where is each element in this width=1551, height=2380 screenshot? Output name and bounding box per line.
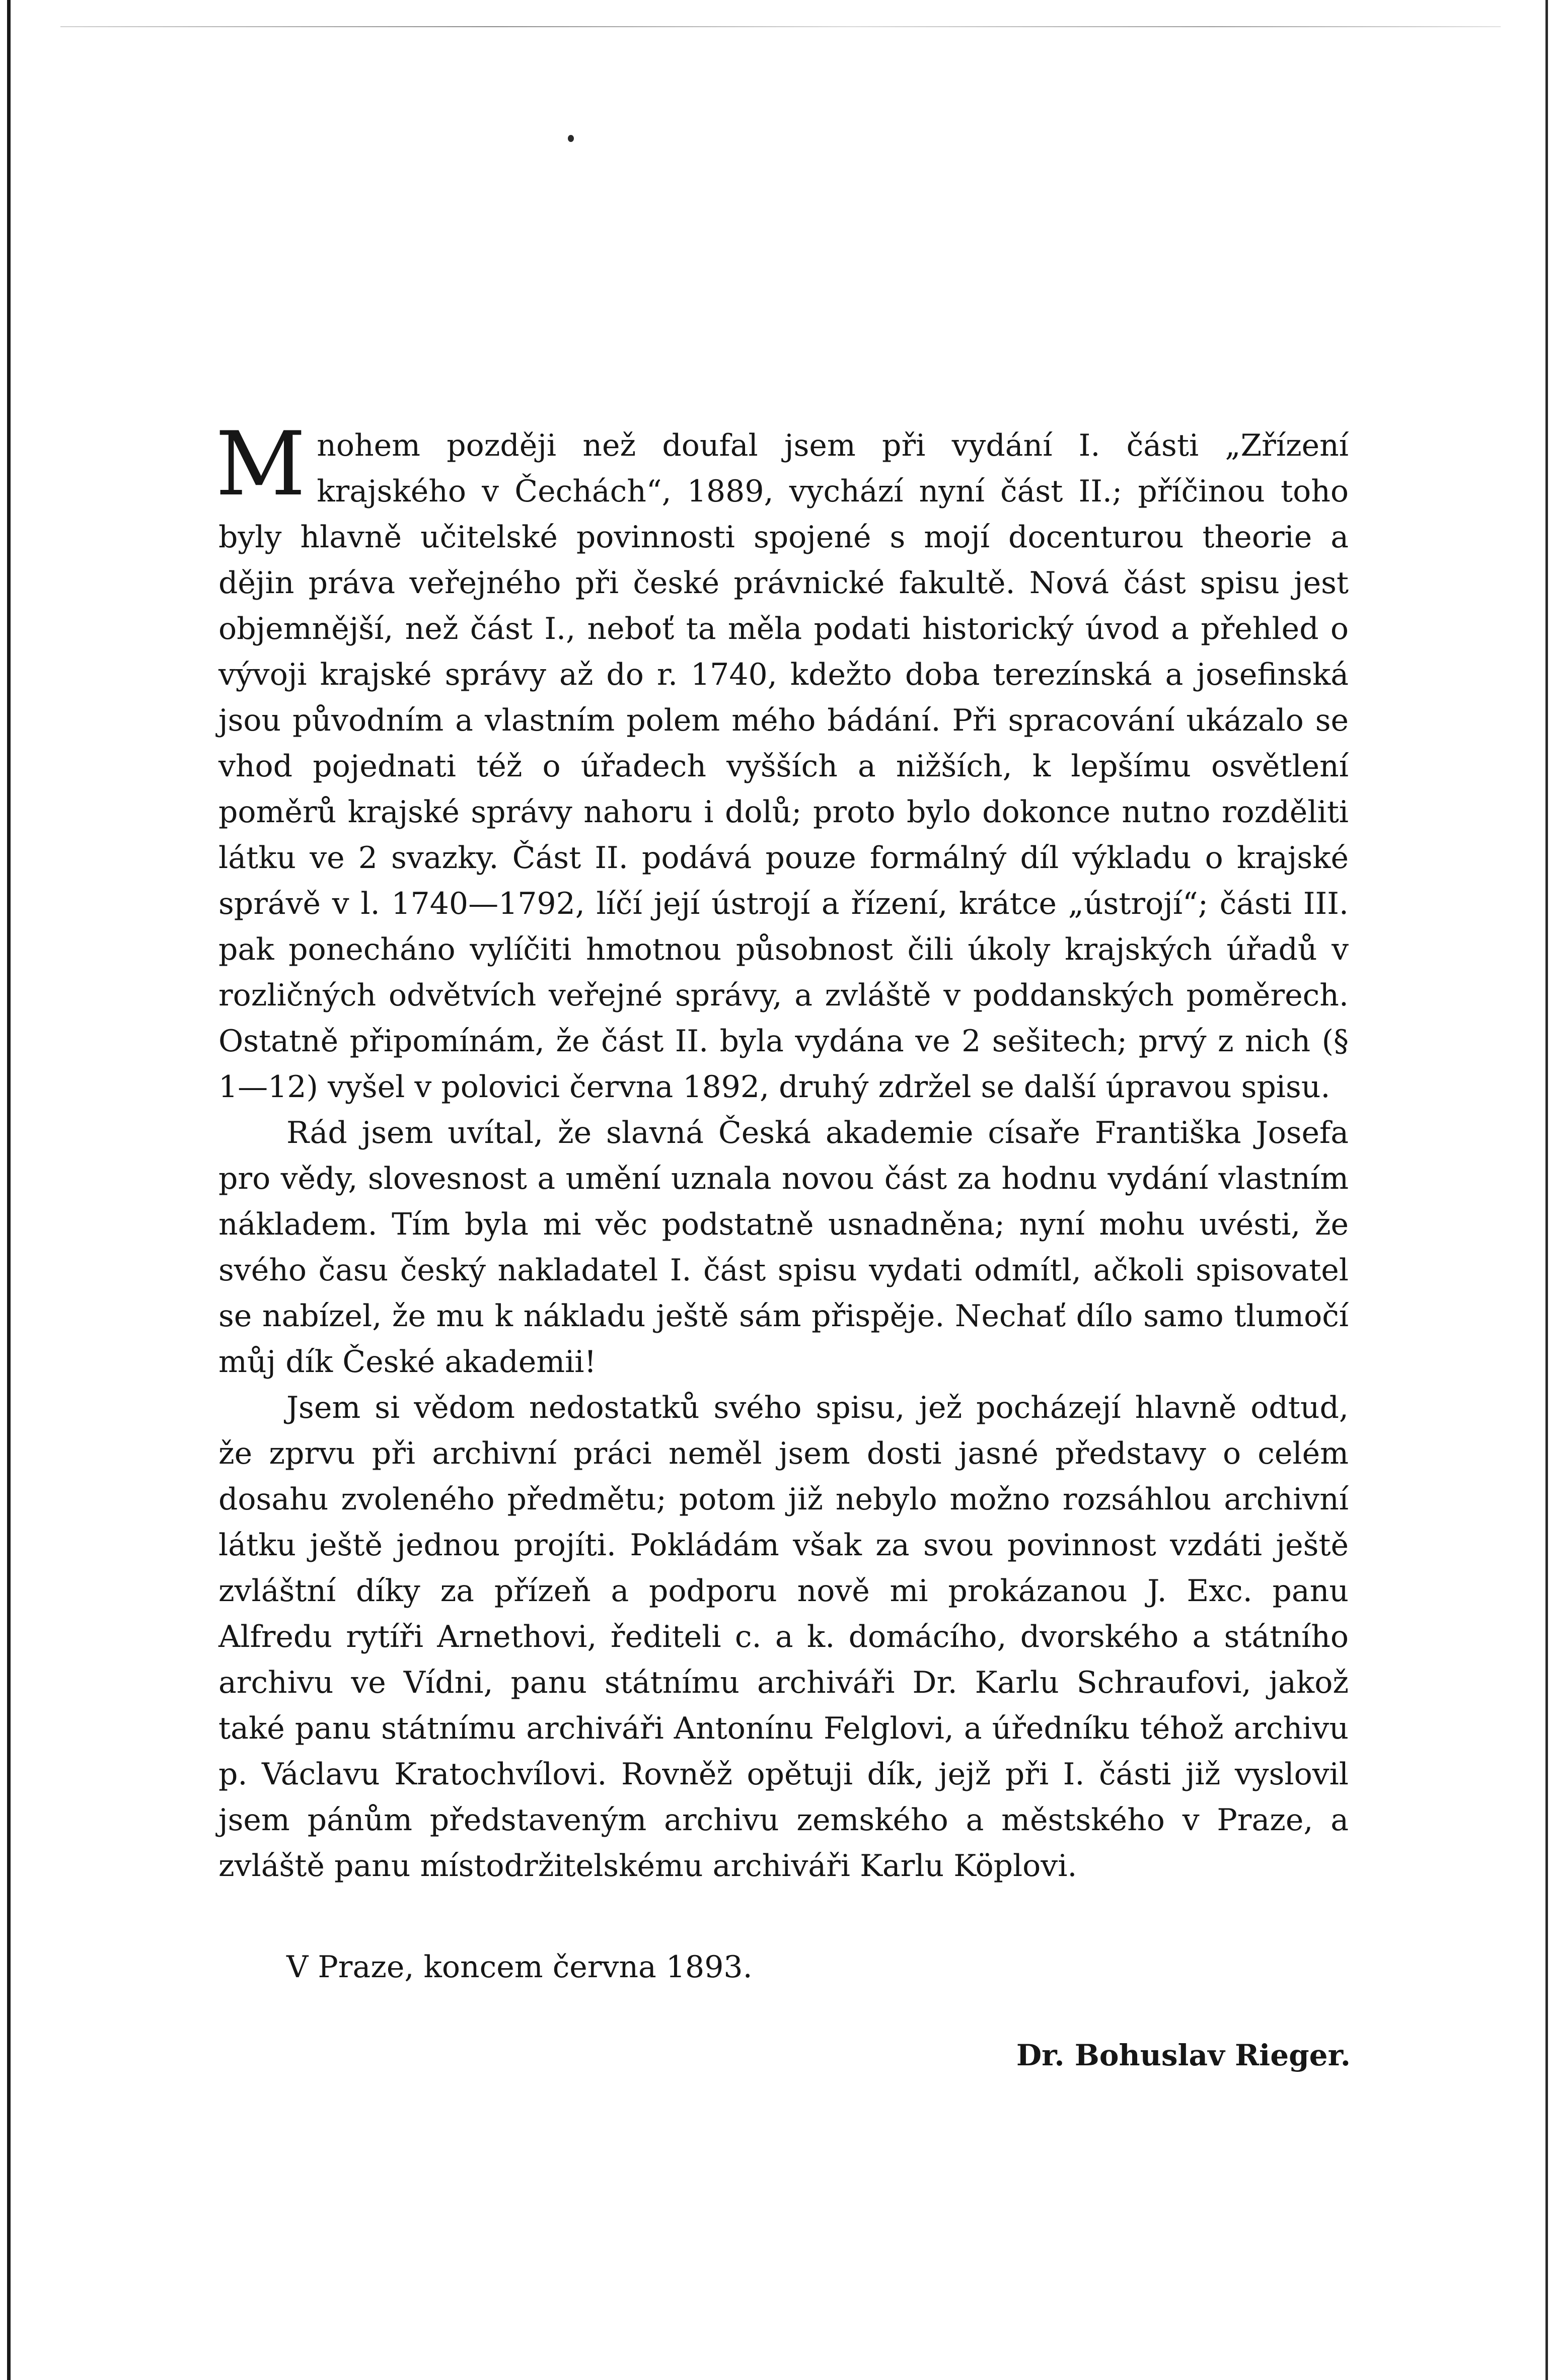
author-signature: Dr. Bohuslav Rieger.	[1016, 2038, 1351, 2072]
preface-body	[215, 413, 1349, 1889]
preface-paragraph-1	[215, 413, 1349, 1110]
scan-top-edge	[60, 26, 1501, 27]
preface-paragraph-1-text: nohem později než doufal jsem při vydání I. části „Zřízení krajského v Čechách“, 1889, vychází nyní část II.; příčinou toho byly hlavně učitelské povinnosti spojené s mojí docenturou theorie a dějin práva veřejného při české právnické fakultě. Nová část spisu jest objemnější, než část I., neboť ta měla podati historický úvod a přehled o vývoji krajské správy až do r. 1740, kdežto doba terezínská a josefinská jsou původním a vlastním polem mého bádání. Při spracování ukázalo se vhod pojednati též o úřadech vyšších a nižších, k lepšímu osvětlení poměrů krajské správy nahoru i dolů; proto bylo dokonce nutno rozděliti látku ve 2 svazky. Část II. podává pouze formálný díl výkladu o krajské správě v l. 1740—1792, líčí její ústrojí a řízení, krátce „ústrojí“; části III. pak ponecháno vylíčiti hmotnou působnost čili úkoly krajských úřadů v rozličných odvětvích veřejné správy, a zvláště v poddanských poměrech. Ostatně připomínám, že část II. byla vydána ve 2 sešitech; prvý z nich (§ 1—12) vyšel v polovici června 1892, druhý zdržel se další úpravou spisu.	[218, 428, 1349, 1105]
scan-right-edge	[1545, 0, 1548, 2380]
drop-cap: M	[215, 413, 306, 516]
preface-paragraph-3: Jsem si vědom nedostatků svého spisu, jež pocházejí hlavně odtud, že zprvu při archivní práci neměl jsem dosti jasné představy o celém dosahu zvoleného předmětu; potom již nebylo možno rozsáhlou archivní látku ještě jednou projíti. Pokládám však za svou povinnost vzdáti ještě zvláštní díky za přízeň a podporu nově mi prokázanou J. Exc. panu Alfredu rytíři Arnethovi, řediteli c. a k. domácího, dvorského a státního archivu ve Vídni, panu státnímu archiváři Dr. Karlu Schraufovi, jakož také panu státnímu archiváři Antonínu Felglovi, a úředníku téhož archivu p. Václavu Kratochvílovi. Rovněž opětuji dík, jejž při I. části již vyslovil jsem pánům představeným archivu zemského a městského v Praze, a zvláště panu místodržitelskému archiváři Karlu Köplovi.	[218, 1390, 1349, 1884]
place-and-date: V Praze, koncem června 1893.	[286, 1950, 753, 1985]
ink-dot-mark	[568, 135, 574, 142]
scan-left-edge	[7, 0, 11, 2380]
preface-paragraph-2: Rád jsem uvítal, že slavná Česká akademie císaře Františka Josefa pro vědy, slovesnost a umění uznala novou část za hodnu vydání vlastním nákladem. Tím byla mi věc podstatně usnadněna; nyní mohu uvésti, že svého času český nakladatel I. část spisu vydati odmítl, ačkoli spisovatel se nabízel, že mu k nákladu ještě sám přispěje. Nechať dílo samo tlumočí můj dík České akademii!	[218, 1115, 1349, 1380]
